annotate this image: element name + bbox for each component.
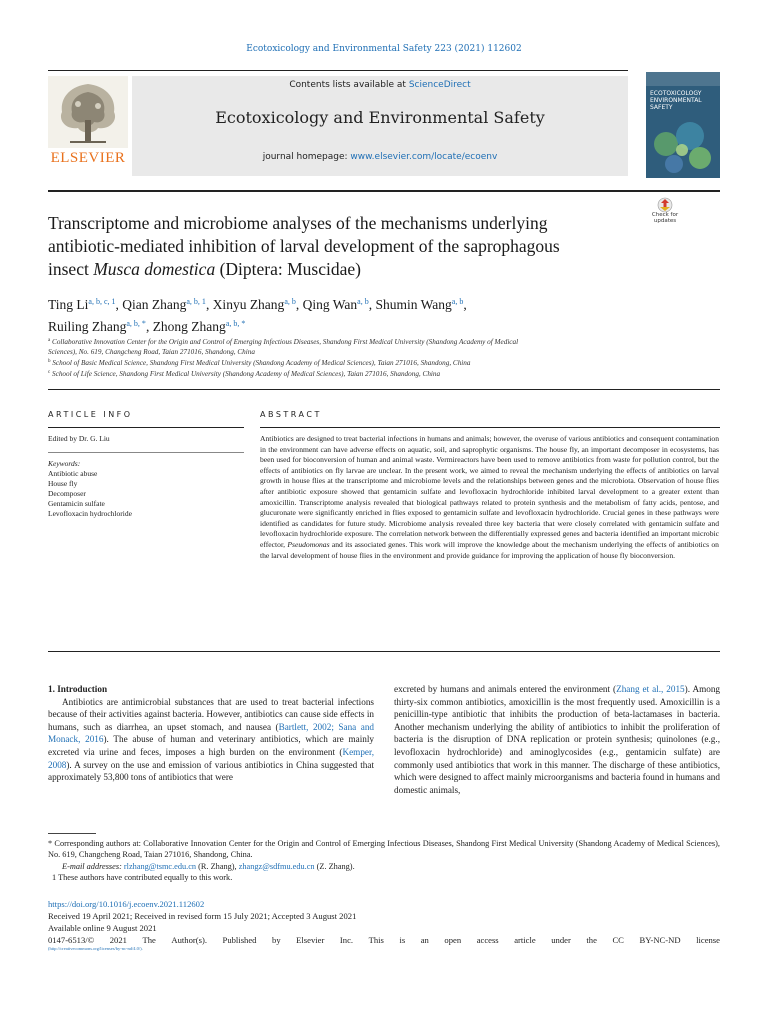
abstract-text: Antibiotics are designed to treat bacterial infections in humans and animals; however, the overuse of various antibiotics and consequent contamination in the environment can have adverse effects on aquatic, soil, and saprophytic organisms. The house fly, an important decomposer in ecosystems, has been used for bioconversion of human and animal waste. Vermireactors have been used to remove antibiotics from waste for pollution control, but the effects of antibiotics on fly larvae are unclear. In the present work, we aimed to reveal the mechanism underlying the effects of antibiotics on larval growth in house flies at the transcriptome and microbiome levels and the relationships between genes and the microbiota. Observation of house flies after antibiotic exposure showed that gentamicin sulfate and levofloxacin hydrochloride inhibited larval development to a greater extent than amoxicillin. Transcriptome analysis revealed that biological pathways related to protein synthesis and the metabolism of fatty acids, pentose, and glucuronate were significantly enriched in flies exposed to gentamicin sulfate and levofloxacin hydrochloride. Crucial genes in these pathways were identified as candidates for future study. Microbiome analysis revealed three key bacteria that were closely correlated with gentamicin sulfate and levofloxacin hydrochloride exposure. The correlation network between the differentially expressed genes and bacteria identified an important microbic effector,	[260, 434, 719, 549]
elsevier-wordmark[interactable]: ELSEVIER	[50, 150, 126, 166]
license-word: The	[142, 935, 156, 945]
doi-link[interactable]: https://doi.org/10.1016/j.ecoenv.2021.112602	[48, 899, 205, 909]
online-date: Available online 9 August 2021	[48, 923, 157, 933]
author-affiliation-marker[interactable]: a, b	[357, 297, 369, 306]
reference-link[interactable]: Zhang et al., 2015	[616, 684, 685, 694]
reference-link[interactable]: Bartlett, 2002; Sana and Monack, 2016	[48, 721, 375, 745]
affiliation	[48, 357, 708, 368]
license-word: open	[444, 935, 462, 945]
received-dates: Received 19 April 2021; Received in revised form 15 July 2021; Accepted 3 August 2021	[48, 911, 357, 921]
masthead-top-rule	[48, 70, 628, 71]
section-heading: 1. Introduction	[48, 684, 108, 694]
title-line: antibiotic-mediated inhibition of larval development of the saprophagous	[48, 236, 560, 256]
footnote-rule	[48, 833, 96, 834]
author-name[interactable]: Ting Li	[48, 297, 89, 312]
author-separator: ,	[368, 297, 376, 312]
check-for-updates-label[interactable]	[648, 212, 682, 224]
masthead-bottom-rule	[48, 190, 720, 192]
sciencedirect-link[interactable]: ScienceDirect	[408, 80, 471, 90]
affiliation-text: School of Basic Medical Science, Shandong First Medical University (Shandong Academy of Medical Sciences), Taian 271016, Shandong, China	[52, 359, 471, 367]
intro-right-column	[394, 683, 720, 796]
footnotes	[48, 838, 720, 883]
email-link[interactable]: rlzhang@tsmc.edu.cn	[123, 861, 197, 871]
abstract-rule	[260, 427, 720, 428]
homepage-link[interactable]: www.elsevier.com/locate/ecoenv	[350, 152, 498, 162]
check-label-line: updates	[653, 218, 677, 224]
journal-title: Ecotoxicology and Environmental Safety	[215, 108, 545, 127]
check-label-line: Check for	[651, 212, 679, 218]
cover-title-line: SAFETY	[650, 104, 673, 111]
license-url-link[interactable]: (http://creativecommons.org/licenses/by-nc-nd/4.0/).	[48, 946, 143, 951]
abstract-text: and its associated genes. This work will improve the knowledge about the mechanism underlying the effects of antibiotics on the larval development of house flies in the environment and provide guidance for improving the application of house fly bioconversion.	[260, 539, 719, 560]
license-word: Published	[222, 935, 257, 945]
journal-cover-image[interactable]	[646, 72, 720, 178]
author-separator: ,	[295, 297, 303, 312]
title-species: Musca domestica	[93, 259, 216, 279]
title-line	[48, 258, 638, 281]
license-word: Author(s).	[171, 935, 207, 945]
journal-citation[interactable]: Ecotoxicology and Environmental Safety 223 (2021) 112602	[246, 44, 522, 54]
cover-title-line: ENVIRONMENTAL	[650, 97, 702, 104]
author-list	[48, 292, 648, 336]
affiliation	[48, 347, 708, 357]
paragraph-text: excreted by humans and animals entered the environment (	[394, 684, 617, 694]
homepage-prefix: journal homepage:	[262, 152, 351, 162]
license-word: the	[586, 935, 597, 945]
header-divider	[48, 389, 720, 390]
contents-prefix: Contents lists available at	[289, 80, 409, 90]
email-link[interactable]: zhangz@sdfmu.edu.cn	[238, 861, 315, 871]
keyword[interactable]: Antibiotic abuse	[48, 469, 98, 478]
paragraph-text: ). Among thirty-six common antibiotics, amoxicillin is the most frequently used. Amoxicillin is a penicillin-type antibiotic that inhibits the production of beta-lactamases in bacteria. Another mechanism underlying the ability of antibiotics to inhibit the proliferation of bacteria is the disruption of DNA replication or protein synthesis; quinolones (e.g., levofloxacin hydrochloride) and aminoglycosides (e.g., gentamicin sulfate) are commonly used antibiotics that work in this manner. The discharge of these antibiotics, which were designed to affect mainly microorganisms and bacteria found in humans and domestic animals,	[394, 684, 721, 795]
author-affiliation-marker[interactable]: a, b, 1	[186, 297, 206, 306]
keywords-label: Keywords:	[48, 459, 81, 468]
affiliation-text: School of Life Science, Shandong First Medical University (Shandong Academy of Medical Sciences), Taian 271016, Shandong, China	[52, 370, 441, 378]
email-owner: (Z. Zhang).	[314, 861, 355, 871]
affiliation	[48, 336, 708, 347]
author-name[interactable]: Zhong Zhang	[152, 319, 226, 334]
author-affiliation-marker[interactable]: a, b	[451, 297, 464, 306]
title-line: Transcriptome and microbiome analyses of the mechanisms underlying	[48, 213, 548, 233]
keywords-block	[48, 459, 244, 519]
keyword[interactable]: Levofloxacin hydrochloride	[48, 509, 132, 518]
paragraph-text: ). A survey on the use and emission of various antibiotics in China suggested that approximately 53,800 tons of antibiotics that were	[48, 759, 374, 783]
paragraph-text: ). The abuse of human and veterinary antibiotics, which are mainly excreted via urine and feces, imposes a high burden on the environment (	[48, 734, 374, 757]
author-name[interactable]: Shumin Wang	[375, 297, 452, 312]
author-name[interactable]: Ruiling Zhang	[48, 319, 127, 334]
author-separator: ,	[115, 297, 123, 312]
affiliation	[48, 368, 708, 379]
license-word: Inc.	[339, 935, 354, 945]
author-affiliation-marker[interactable]: a, b, c, 1	[88, 297, 116, 306]
license-word: BY-NC-ND	[639, 935, 681, 945]
abstract-body	[260, 434, 719, 561]
article-title	[48, 212, 638, 281]
affiliation-label: c	[48, 370, 51, 375]
license-word: license	[696, 935, 720, 945]
corresponding-author-note: * Corresponding authors at: Collaborative Innovation Center for the Origin and Control of Emerging Infectious Diseases, Shandong First Medical University (Shandong Academy of Medical Sciences), No. 619, Changcheng Road, Taian 271016, Shandong, China.	[48, 839, 720, 860]
reference-link[interactable]: Kemper, 2008	[48, 746, 374, 770]
contents-availability	[132, 80, 628, 90]
abstract-genus: Pseudomonas	[287, 539, 330, 549]
author-affiliation-marker[interactable]: a, b	[284, 297, 296, 306]
license-word: under	[551, 935, 571, 945]
cover-title	[650, 90, 716, 111]
license-word: is	[399, 935, 406, 945]
author-name[interactable]: Qing Wan	[302, 297, 358, 312]
keyword[interactable]: Gentamicin sulfate	[48, 499, 105, 508]
license-word: 0147-6513/©	[48, 935, 95, 945]
title-text: insect	[48, 259, 94, 279]
abstract-bottom-rule	[48, 651, 720, 652]
author-separator: ,	[205, 297, 213, 312]
email-label: E-mail addresses:	[62, 861, 122, 871]
keyword[interactable]: Decomposer	[48, 489, 86, 498]
affiliation-label: a	[48, 338, 51, 343]
author-separator: ,	[463, 297, 467, 312]
license-word: access	[476, 935, 499, 945]
cover-title-line: ECOTOXICOLOGY	[650, 90, 702, 97]
email-note	[48, 861, 720, 872]
affiliation-label: b	[48, 359, 51, 364]
license-word: This	[368, 935, 384, 945]
intro-paragraph	[48, 696, 374, 784]
affiliation-list	[48, 336, 708, 379]
license-line	[48, 934, 720, 946]
article-info-heading: ARTICLE INFO	[48, 410, 133, 419]
license-word: Elsevier	[296, 935, 325, 945]
affiliation-text: Sciences), No. 619, Changcheng Road, Taian 271016, Shandong, China	[48, 348, 255, 356]
edited-by: Edited by Dr. G. Liu	[48, 434, 110, 443]
keywords-rule	[48, 452, 244, 453]
journal-homepage	[132, 152, 628, 162]
email-owner: (R. Zhang),	[196, 861, 239, 871]
equal-contribution-note: 1 These authors have contributed equally to this work.	[52, 872, 233, 882]
keyword[interactable]: House fly	[48, 479, 78, 488]
abstract-heading: ABSTRACT	[260, 410, 322, 419]
author-separator: ,	[145, 319, 153, 334]
affiliation-text: Collaborative Innovation Center for the Origin and Control of Emerging Infectious Diseases, Shandong First Medical University (Shandong Academy of Medical	[52, 338, 519, 346]
license-word: an	[420, 935, 429, 945]
license-word: article	[514, 935, 536, 945]
author-affiliation-marker[interactable]: a, b, *	[126, 319, 146, 328]
paragraph-text: Antibiotics are antimicrobial substances that are used to treat bacterial infections because of their activities against bacteria. However, antibiotics can cause side effects in humans, such as diarrhea, an upset stomach, and nausea (	[48, 696, 374, 732]
license-word: by	[272, 935, 281, 945]
intro-left-column	[48, 683, 374, 784]
author-affiliation-marker[interactable]: a, b, *	[225, 319, 246, 328]
license-word: CC	[612, 935, 624, 945]
publication-info	[48, 898, 720, 952]
article-info-rule	[48, 427, 244, 428]
author-name[interactable]: Xinyu Zhang	[212, 297, 285, 312]
license-word: 2021	[109, 935, 127, 945]
intro-paragraph-continued	[394, 683, 720, 796]
author-name[interactable]: Qian Zhang	[122, 297, 187, 312]
title-text: (Diptera: Muscidae)	[215, 259, 361, 279]
